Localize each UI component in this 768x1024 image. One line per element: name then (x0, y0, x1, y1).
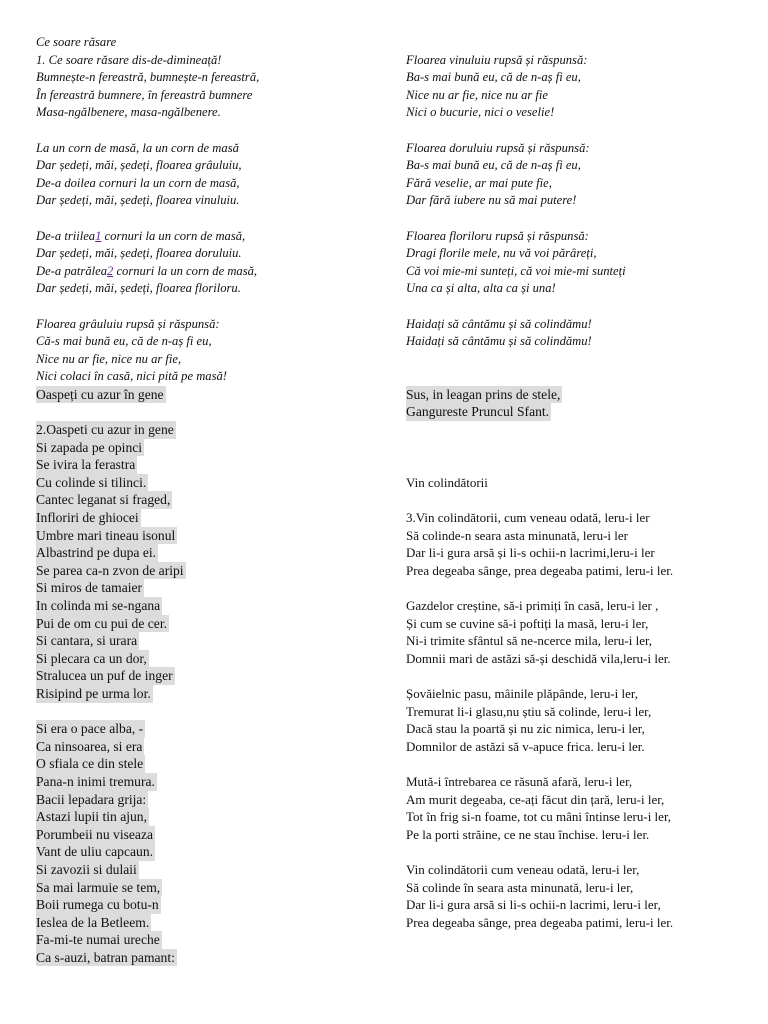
verse-line (36, 791, 376, 809)
verse-line: Nici colaci în casă, nici pită pe masă! (36, 369, 227, 384)
verse-line (406, 386, 756, 404)
footnote-link[interactable]: 2 (107, 263, 114, 278)
stanza-gap (406, 456, 756, 474)
verse-text: Si cantara, si urara (36, 633, 138, 649)
stanza-gap (36, 703, 376, 721)
verse-line: Domnilor de astăzi să v-apuce frica. leru-i ler. (406, 738, 645, 754)
stanza-gap (406, 439, 756, 457)
verse-text: Ieslea de la Betleem. (36, 914, 150, 930)
verse-line (36, 632, 376, 650)
verse-line: Și cum se cuvine să-i poftiți la masă, leru-i ler, (406, 615, 649, 631)
verse-line (36, 667, 376, 685)
stanza-gap (406, 34, 756, 52)
stanza-gap (406, 351, 756, 369)
verse-line: Ba-s mai bună eu, că de n-aș fi eu, (406, 70, 581, 85)
verse-text: In colinda mi se-ngana (36, 598, 161, 613)
verse-line (36, 720, 376, 738)
verse-text: Se ivira la ferastra (36, 457, 136, 473)
right-column (406, 34, 756, 931)
verse-text: Albastrind pe dupa ei. (36, 545, 157, 561)
verse-line (36, 263, 376, 281)
verse-line: Nice nu ar fie, nice nu ar fie (406, 87, 548, 102)
verse-line: Tot în frig si-n foame, tot cu mâni întinse leru-i ler, (406, 809, 672, 825)
verse-text: cornuri la un corn de masă, (101, 228, 246, 243)
poem-title-row (36, 386, 376, 404)
verse-line (36, 456, 376, 474)
verse-line: Dar ședeți, măi, ședeți, floarea floriloru. (36, 281, 241, 296)
verse-line (36, 738, 376, 756)
verse-line: Dar ședeți, măi, ședeți, floarea vinuluiu. (36, 193, 240, 208)
verse-text: Sus, in leagan prins de stele, (406, 386, 561, 402)
stanza-gap (36, 210, 376, 228)
verse-text: Risipind pe urma lor. (36, 685, 151, 701)
verse-line: În fereastră bumnere, în fereastră bumnere (36, 87, 253, 102)
verse-line: Fără veselie, ar mai pute fie, (406, 175, 552, 190)
verse-line: Masa-ngălbenere, masa-ngălbenere. (36, 105, 221, 120)
verse-line: Domnii mari de astăzi să-și deschidă vila,leru-i ler. (406, 650, 671, 666)
verse-line: Floarea vinuluiu rupsă și răspunsă: (406, 52, 588, 67)
poem-title: Oaspeți cu azur în gene (36, 386, 164, 402)
verse-line: Floarea doruluiu rupsă și răspunsă: (406, 140, 590, 155)
verse-text: Si zapada pe opinci (36, 439, 143, 455)
verse-line (36, 597, 376, 615)
verse-line (36, 474, 376, 492)
verse-line (36, 650, 376, 668)
verse-line: Nici o bucurie, nici o veselie! (406, 105, 555, 120)
verse-text: Sa mai larmuie se tem, (36, 879, 161, 895)
verse-text: O sfiala ce din stele (36, 756, 144, 772)
stanza-gap (406, 368, 756, 386)
verse-line: Bumnește-n fereastră, bumnește-n fereastră, (36, 70, 260, 85)
verse-line (36, 228, 376, 246)
stanza-gap (36, 298, 376, 316)
verse-text: Ca s-auzi, batran pamant: (36, 949, 175, 965)
verse-text: Si plecara ca un dor, (36, 650, 147, 666)
stanza-gap (406, 421, 756, 439)
verse-line: Gazdelor creștine, să-i primiți în casă, leru-i ler , (406, 598, 659, 613)
verse-line (36, 949, 376, 967)
verse-line: Dar ședeți, măi, ședeți, floarea grâuluiu, (36, 158, 242, 173)
verse-line: Haidați să cântămu și să colindămu! (406, 316, 592, 331)
verse-text: Porumbeii nu viseaza (36, 826, 154, 842)
verse-line (36, 615, 376, 633)
verse-line: Vin colindătorii cum veneau odată, leru-i ler, (406, 861, 640, 877)
verse-line: Prea degeaba sânge, prea degeaba patimi, leru-i ler. (406, 562, 674, 578)
verse-line (36, 879, 376, 897)
verse-text: Si zavozii si dulaii (36, 861, 137, 877)
verse-line (36, 509, 376, 527)
verse-text: De-a patrălea (36, 263, 107, 278)
verse-text: Pana-n inimi tremura. (36, 773, 155, 789)
verse-line (36, 773, 376, 791)
verse-text: Infloriri de ghiocei (36, 510, 139, 526)
poem-title: Ce soare răsare (36, 35, 117, 49)
verse-line: De-a doilea cornuri la un corn de masă, (36, 175, 240, 190)
verse-line: Dar li-i gura arsă și li-s ochii-n lacrimi,leru-i ler (406, 545, 655, 561)
verse-text: Si era o pace alba, - (36, 721, 144, 737)
verse-text: Fa-mi-te numai ureche (36, 932, 160, 948)
verse-text: Gangureste Pruncul Sfant. (406, 404, 550, 420)
verse-line (406, 403, 756, 421)
stanza-gap (406, 667, 756, 685)
verse-line: Șovăielnic pasu, mâinile plăpânde, leru-i ler, (406, 685, 638, 701)
verse-line: Dar li-i gura arsă si li-s ochii-n lacrimi, leru-i ler, (406, 897, 661, 913)
verse-text: cornuri la un corn de masă, (113, 263, 258, 278)
verse-line: Dar fără iubere nu să mai putere! (406, 193, 577, 208)
verse-text: Boii rumega cu botu-n (36, 897, 159, 913)
verse-line: Dacă stau la poartă și nu zic nimica, leru-i ler, (406, 721, 645, 737)
verse-line: Ba-s mai bună eu, că de n-aș fi eu, (406, 158, 581, 173)
verse-line (36, 421, 376, 439)
verse-line (36, 896, 376, 914)
verse-line: Nice nu ar fie, nice nu ar fie, (36, 351, 182, 366)
footnote-link[interactable]: 1 (95, 228, 102, 243)
stanza-gap (406, 579, 756, 597)
verse-text: Bacii lepadara grija: (36, 791, 147, 807)
verse-text: Vant de uliu capcaun. (36, 844, 154, 860)
verse-text: Stralucea un puf de inger (36, 668, 173, 684)
verse-line (36, 562, 376, 580)
verse-line (36, 755, 376, 773)
verse-line (36, 579, 376, 597)
stanza-gap (406, 122, 756, 140)
verse-line: Că-s mai bună eu, că de n-aș fi eu, (36, 334, 212, 349)
verse-line: Am murit degeaba, ce-ați făcut din țară, leru-i ler, (406, 791, 665, 807)
verse-text: Si miros de tamaier (36, 580, 143, 596)
verse-line: 1. Ce soare răsare dis-de-dimineață! (36, 52, 222, 67)
verse-line: La un corn de masă, la un corn de masă (36, 140, 239, 155)
verse-line: Că voi mie-mi sunteți, că voi mie-mi sunteți (406, 263, 626, 278)
verse-text: Cantec leganat si fraged, (36, 492, 171, 508)
verse-line (36, 439, 376, 457)
verse-line: Să colinde în seara asta minunată, leru-i ler, (406, 879, 634, 895)
verse-line: Floarea floriloru rupsă și răspunsă: (406, 228, 589, 243)
verse-line (36, 491, 376, 509)
verse-line: Prea degeaba sânge, prea degeaba patimi, leru-i ler. (406, 914, 674, 930)
verse-line (36, 931, 376, 949)
verse-line (36, 685, 376, 703)
verse-text: De-a triilea (36, 228, 96, 243)
stanza-gap (36, 403, 376, 421)
left-column (36, 34, 376, 966)
verse-line: Haidați să cântămu și să colindămu! (406, 334, 592, 349)
verse-text: Umbre mari tineau isonul (36, 527, 176, 543)
verse-line: Una ca și alta, alta ca și una! (406, 281, 556, 296)
verse-line: Să colinde-n seara asta minunată, leru-i ler (406, 527, 628, 543)
verse-line: Floarea grâuluiu rupsă și răspunsă: (36, 316, 220, 331)
stanza-gap (406, 755, 756, 773)
verse-line: Mută-i întrebarea ce răsună afară, leru-i ler, (406, 773, 633, 789)
stanza-gap (406, 298, 756, 316)
verse-line (36, 527, 376, 545)
verse-line: Dragi florile mele, nu vă voi părâreți, (406, 246, 597, 261)
verse-line: Tremurat li-i glasu,nu știu să colinde, leru-i ler, (406, 703, 652, 719)
stanza-gap (36, 122, 376, 140)
verse-line (36, 861, 376, 879)
verse-text: Se parea ca-n zvon de aripi (36, 562, 184, 578)
verse-line: 3.Vin colindătorii, cum veneau odată, leru-i ler (406, 510, 650, 526)
stanza-gap (406, 843, 756, 861)
verse-line (36, 843, 376, 861)
stanza-gap (406, 210, 756, 228)
verse-text: Ca ninsoarea, si era (36, 738, 143, 754)
verse-line (36, 914, 376, 932)
verse-line: Ni-i trimite sfântul să ne-ncerce mila, leru-i ler, (406, 633, 653, 649)
verse-text: Pui de om cu pui de cer. (36, 615, 167, 631)
verse-line (36, 808, 376, 826)
verse-line (36, 544, 376, 562)
verse-line: Dar ședeți, măi, ședeți, floarea doruluiu. (36, 246, 242, 261)
poem-title: Vin colindătorii (406, 474, 488, 490)
verse-line: Pe la porti străine, ce ne stau închise. leru-i ler. (406, 826, 650, 842)
verse-text: Astazi lupii tin ajun, (36, 809, 148, 825)
stanza-gap (406, 491, 756, 509)
verse-line (36, 826, 376, 844)
verse-text: Cu colinde si tilinci. (36, 474, 147, 490)
verse-text: 2.Oaspeti cu azur in gene (36, 422, 174, 438)
